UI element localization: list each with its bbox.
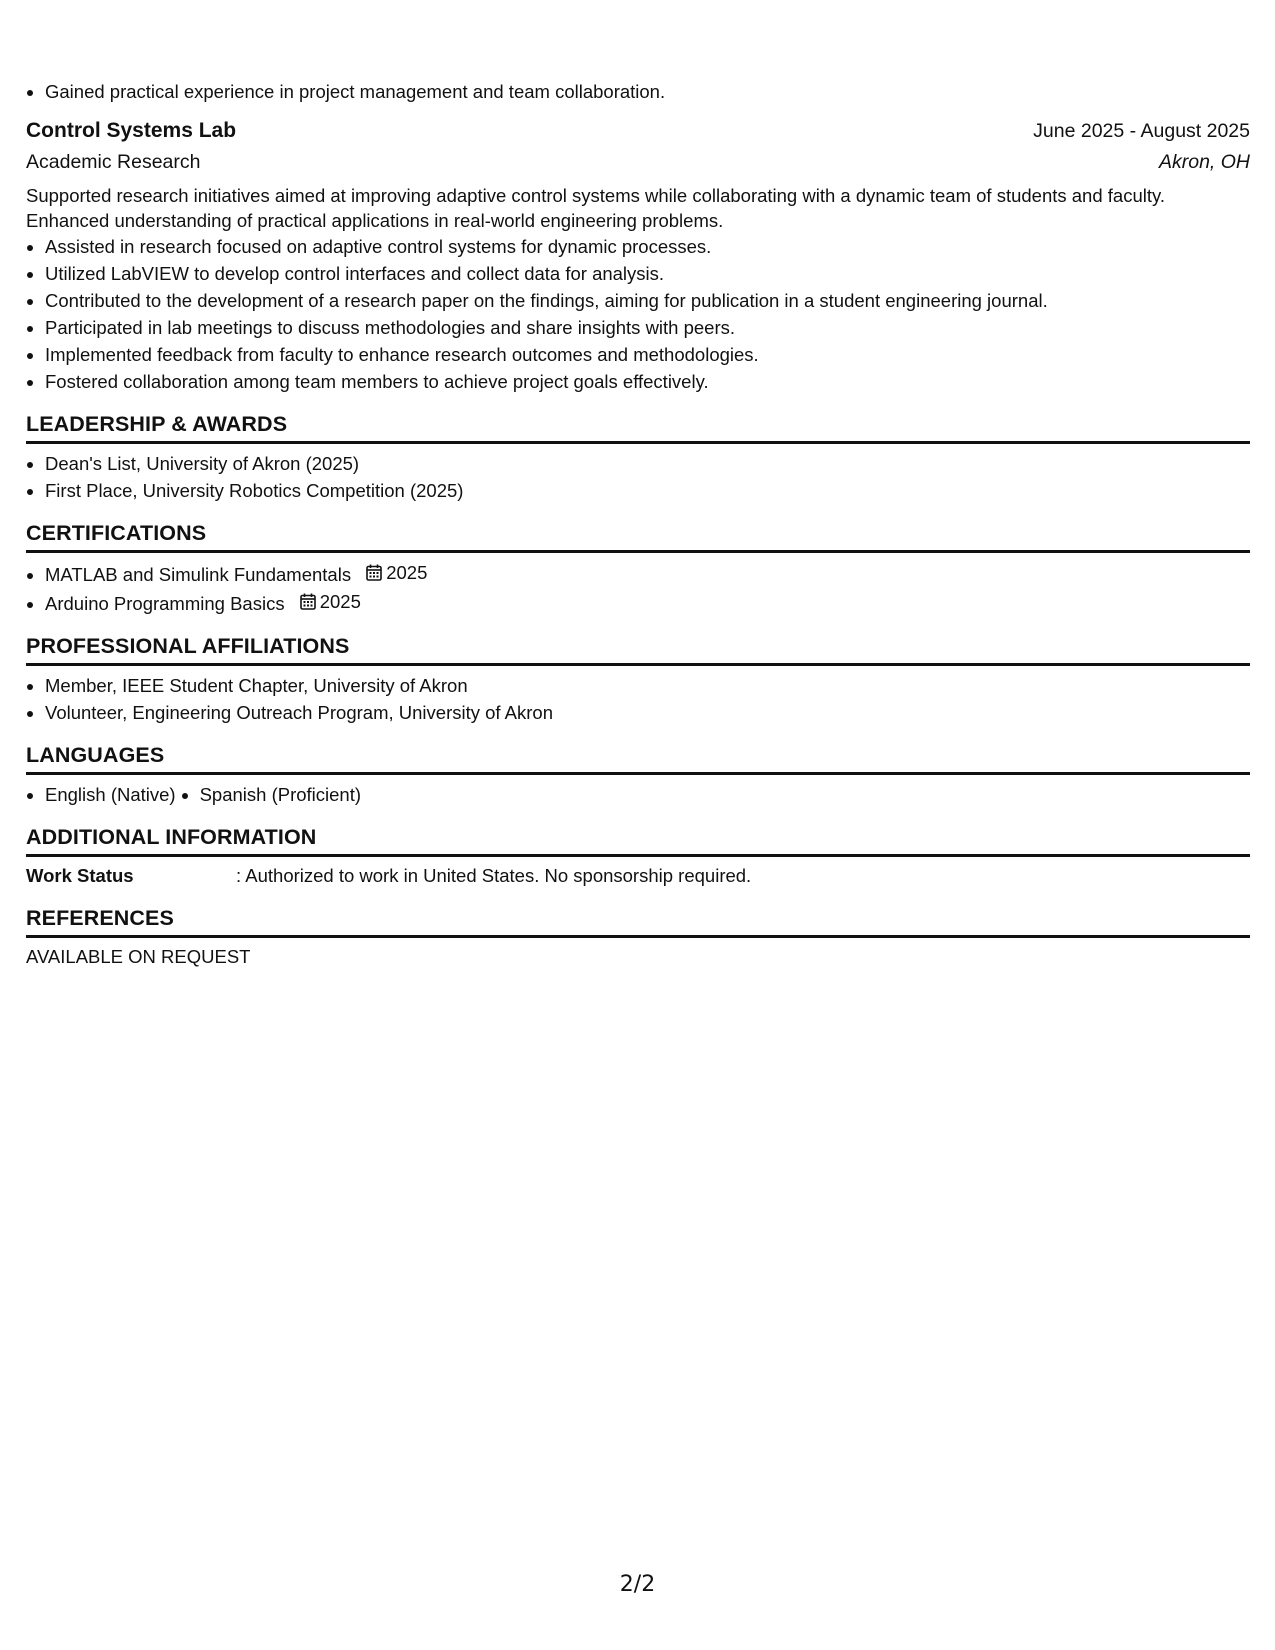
list-item: • Utilized LabVIEW to develop control interfaces and collect data for analysis. (45, 260, 1250, 287)
entry-dates: June 2025 - August 2025 (1033, 120, 1250, 142)
additional-info-section (26, 822, 1250, 889)
section-heading: CERTIFICATIONS (26, 518, 1250, 553)
references-section (26, 903, 1250, 970)
section-heading: REFERENCES (26, 903, 1250, 938)
entry-location: Akron, OH (1158, 151, 1250, 173)
affiliations-list (26, 672, 1250, 726)
resume-page (26, 78, 1250, 970)
certification-item (45, 559, 1250, 588)
entry-header (26, 115, 1250, 147)
calendar-icon (300, 593, 316, 610)
list-item: • Dean's List, University of Akron (2025) (45, 450, 1250, 477)
list-item: • Fostered collaboration among team members to achieve project goals effectively. (45, 368, 1250, 395)
languages-section (26, 740, 1250, 808)
affiliations-section (26, 631, 1250, 726)
certification-item (45, 588, 1250, 617)
list-item: • Contributed to the development of a research paper on the findings, aiming for publication in a student engineering journal. (45, 287, 1250, 314)
certification-year: 2025 (319, 591, 361, 612)
work-status-row (26, 863, 1250, 889)
work-status-label: Work Status (26, 865, 134, 886)
list-item: • Implemented feedback from faculty to enhance research outcomes and methodologies. (45, 341, 1250, 368)
leadership-section (26, 409, 1250, 504)
section-heading: PROFESSIONAL AFFILIATIONS (26, 631, 1250, 666)
organization-name: Control Systems Lab (26, 119, 237, 142)
entry-summary: Supported research initiatives aimed at improving adaptive control systems while collaborating with a dynamic team of students and faculty. Enhanced understanding of practical applications in real-world engineering problems. (26, 185, 1166, 231)
certification-name: Arduino Programming Basics (45, 593, 285, 614)
certifications-section (26, 518, 1250, 617)
calendar-icon (366, 564, 382, 581)
leadership-list (26, 450, 1250, 504)
page-number: 2/2 (619, 1572, 656, 1597)
certification-date (300, 588, 361, 615)
certification-date (366, 559, 427, 586)
experience-bullet-list (26, 233, 1250, 395)
certifications-list (26, 559, 1250, 617)
language-item: • Spanish (Proficient) (200, 781, 361, 808)
certification-year: 2025 (386, 562, 428, 583)
section-heading: LANGUAGES (26, 740, 1250, 775)
work-status-value: : Authorized to work in United States. No sponsorship required. (236, 865, 752, 886)
certification-name: MATLAB and Simulink Fundamentals (45, 564, 352, 585)
list-item: • Volunteer, Engineering Outreach Program, University of Akron (45, 699, 1250, 726)
languages-list (26, 781, 1250, 808)
language-item: • English (Native) (45, 781, 176, 808)
list-item: • Gained practical experience in project management and team collaboration. (45, 78, 1250, 105)
list-item: • Member, IEEE Student Chapter, University of Akron (45, 672, 1250, 699)
list-item: • Participated in lab meetings to discuss methodologies and share insights with peers. (45, 314, 1250, 341)
entry-role: Academic Research (26, 151, 201, 173)
entry-subheader (26, 147, 1250, 177)
experience-entry (26, 115, 1250, 395)
carryover-bullet-list (26, 78, 1250, 105)
references-text: AVAILABLE ON REQUEST (26, 946, 251, 967)
list-item: • Assisted in research focused on adaptive control systems for dynamic processes. (45, 233, 1250, 260)
section-heading: LEADERSHIP & AWARDS (26, 409, 1250, 444)
section-heading: ADDITIONAL INFORMATION (26, 822, 1250, 857)
list-item: • First Place, University Robotics Competition (2025) (45, 477, 1250, 504)
